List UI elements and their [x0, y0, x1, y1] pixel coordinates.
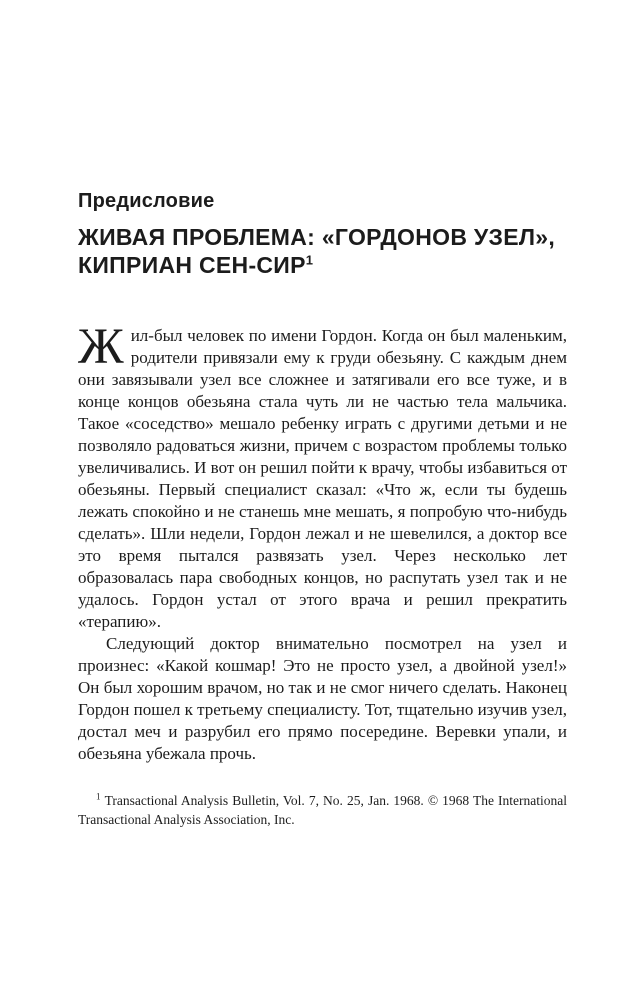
- footnote: [78, 791, 567, 829]
- dropcap: Ж: [78, 319, 124, 375]
- paragraph-1-text: ил-был человек по имени Гордон. Когда он был маленьким, родители привязали ему к груди обезьяну. С каждым днем они завязывали узел все сложнее и затягивали его все туже, и в конце концов обезьяна стала чуть ли не частью тела мальчика. Такое «соседство» мешало ребенку играть с другими детьми и не позволяло радоваться жизни, причем с возрастом проблемы только увеличивались. И вот он решил пойти к врачу, чтобы избавиться от обезьяны. Первый специалист сказал: «Что ж, если ты будешь лежать спокойно и не станешь мне мешать, я попробую что-нибудь сделать». Шли недели, Гордон лежал и не шевелился, а доктор все это время пытался развязать узел. Через несколько лет образовалась пара свободных концов, но распутать узел так и не удалось. Гордон устал от этого врача и решил прекратить «терапию».: [78, 326, 567, 631]
- paragraph-2-text: Следующий доктор внимательно посмотрел на узел и произнес: «Какой кошмар! Это не просто узел, а двойной узел!» Он был хорошим врачом, но так и не смог ничего сделать. Наконец Гордон пошел к третьему специалисту. Тот, тщательно изучив узел, достал меч и разрубил его прямо посередине. Веревки упали, и обезьяна убежала прочь.: [78, 634, 567, 763]
- body-text: [78, 319, 567, 765]
- chapter-title-footnote-ref: 1: [305, 252, 314, 268]
- chapter-title-line1: ЖИВАЯ ПРОБЛЕМА: «ГОРДОНОВ УЗЕЛ»,: [78, 224, 556, 250]
- section-label: Предисловие: [78, 190, 215, 212]
- chapter-title-line2: КИПРИАН СЕН-СИР: [78, 252, 306, 278]
- footnote-ref: 1: [96, 791, 101, 802]
- paragraph-2: [78, 633, 567, 765]
- paragraph-1: [78, 319, 567, 633]
- chapter-title: [78, 223, 567, 279]
- footnote-text: Transactional Analysis Bulletin, Vol. 7, No. 25, Jan. 1968. © 1968 The International Transactional Analysis Association, Inc.: [78, 793, 568, 827]
